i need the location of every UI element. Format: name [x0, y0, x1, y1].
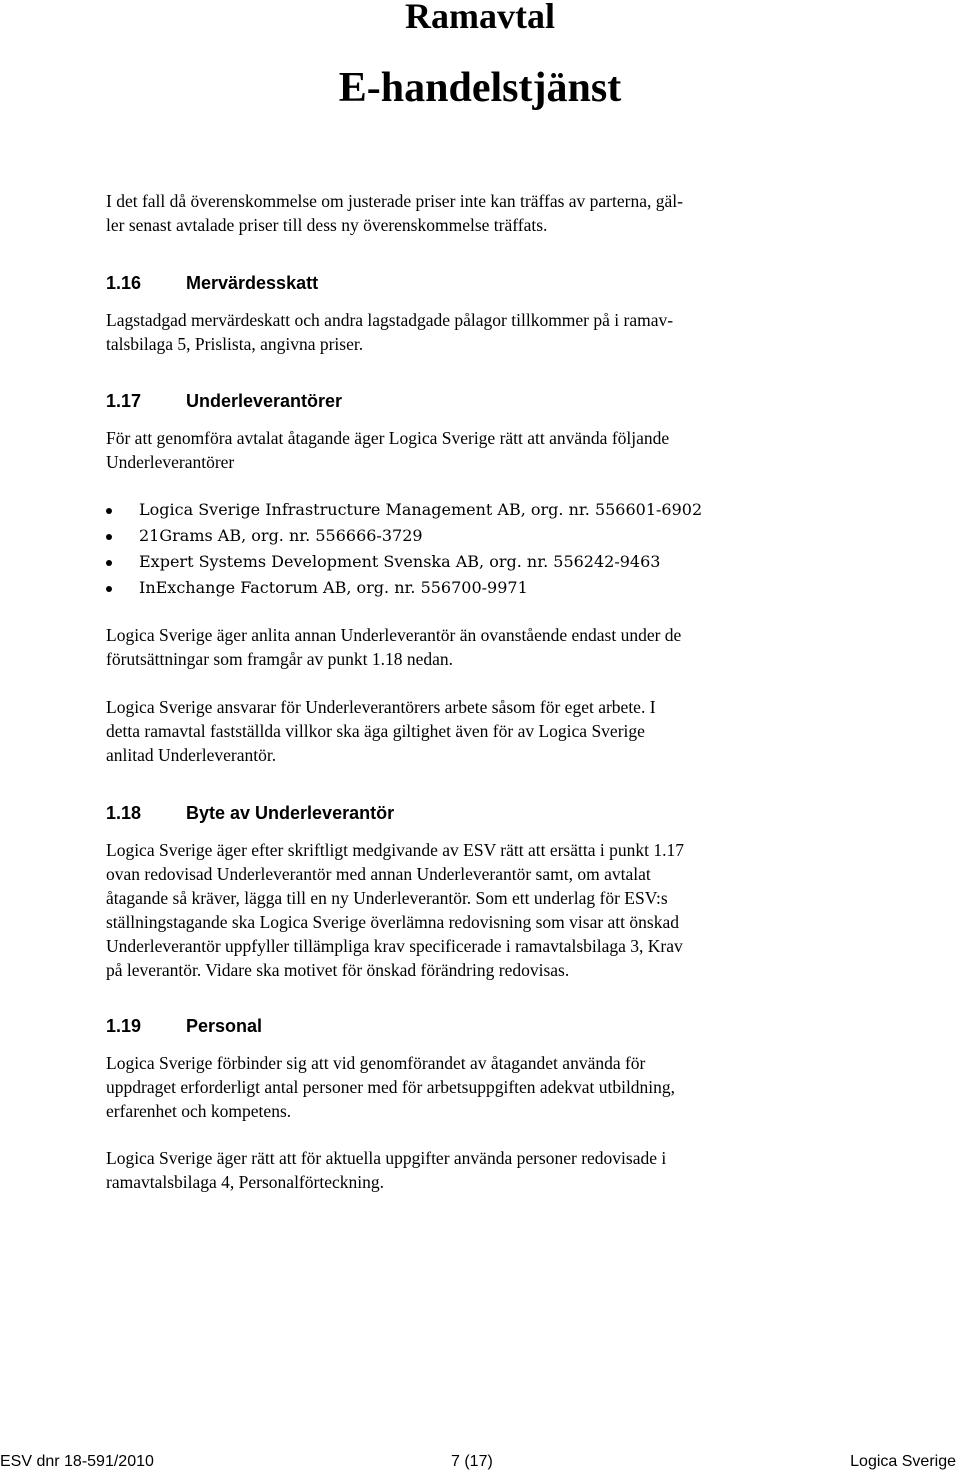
section-title: Byte av Underleverantör — [186, 803, 395, 823]
intro-line-2: ler senast avtalade priser till dess ny överenskommelse träffats. — [106, 215, 548, 235]
section-1-18-line-6: på leverantör. Vidare ska motivet för önskad förändring redovisas. — [106, 960, 570, 980]
bullet-icon — [106, 560, 112, 566]
section-title: Personal — [186, 1016, 263, 1036]
footer-page-number: 7 (17) — [451, 1453, 493, 1470]
section-1-18-line-2: ovan redovisad Underleverantör med annan Underleverantör samt, om avtalat — [106, 864, 651, 884]
list-item: 21Grams AB, org. nr. 556666-3729 — [139, 526, 423, 545]
footer-company: Logica Sverige — [850, 1453, 956, 1470]
section-number: 1.18 — [106, 803, 142, 823]
document-subtitle: E-handelstjänst — [338, 65, 622, 111]
section-1-17-para2-line-3: anlitad Underleverantör. — [106, 745, 277, 765]
section-number: 1.17 — [106, 391, 142, 411]
section-1-19-para2-line-2: ramavtalsbilaga 4, Personalförteckning. — [106, 1172, 384, 1192]
footer-reference: ESV dnr 18-591/2010 — [0, 1453, 154, 1470]
list-item: InExchange Factorum AB, org. nr. 556700-9971 — [139, 578, 528, 597]
list-item: Logica Sverige Infrastructure Management AB, org. nr. 556601-6902 — [139, 500, 703, 519]
section-1-17-para1-line-2: förutsättningar som framgår av punkt 1.18 nedan. — [106, 649, 453, 669]
section-heading-1-17 — [106, 389, 342, 413]
section-1-18-line-5: Underleverantör uppfyller tillämpliga krav specificerade i ramavtalsbilaga 3, Krav — [106, 936, 683, 956]
section-1-19-para1-line-1: Logica Sverige förbinder sig att vid genomförandet av åtagandet använda för — [106, 1053, 646, 1073]
section-1-18-line-4: ställningstagande ska Logica Sverige överlämna redovisning som visar att önskad — [106, 912, 679, 932]
section-1-16-line-2: talsbilaga 5, Prislista, angivna priser. — [106, 334, 364, 354]
section-heading-1-19 — [106, 1014, 262, 1038]
section-title: Underleverantörer — [186, 391, 343, 411]
section-heading-1-18 — [106, 801, 394, 825]
section-1-16-line-1: Lagstadgad mervärdeskatt och andra lagstadgade pålagor tillkommer på i ramav- — [106, 310, 674, 330]
section-1-19-para1-line-2: uppdraget erforderligt antal personer med för arbetsuppgiften adekvat utbildning, — [106, 1077, 676, 1097]
section-1-17-intro-line-1: För att genomföra avtalat åtagande äger Logica Sverige rätt att använda följande — [106, 428, 670, 448]
section-number: 1.19 — [106, 1016, 142, 1036]
section-1-18-line-1: Logica Sverige äger efter skriftligt medgivande av ESV rätt att ersätta i punkt 1.17 — [106, 840, 684, 860]
section-1-17-intro-line-2: Underleverantörer — [106, 452, 235, 472]
bullet-icon — [106, 586, 112, 592]
section-1-19-para2-line-1: Logica Sverige äger rätt att för aktuella uppgifter använda personer redovisade i — [106, 1148, 667, 1168]
section-1-18-line-3: åtagande så kräver, lägga till en ny Underleverantör. Som ett underlag för ESV:s — [106, 888, 668, 908]
intro-line-1: I det fall då överenskommelse om justerade priser inte kan träffas av parterna, gäl- — [106, 191, 683, 211]
section-1-17-para2-line-1: Logica Sverige ansvarar för Underleverantörers arbete såsom för eget arbete. I — [106, 697, 656, 717]
section-heading-1-16 — [106, 271, 318, 295]
section-1-17-para2-line-2: detta ramavtal fastställda villkor ska äga giltighet även för av Logica Sverige — [106, 721, 645, 741]
section-1-17-para1-line-1: Logica Sverige äger anlita annan Underleverantör än ovanstående endast under de — [106, 625, 682, 645]
bullet-icon — [106, 534, 112, 540]
section-number: 1.16 — [106, 273, 142, 293]
list-item: Expert Systems Development Svenska AB, org. nr. 556242-9463 — [139, 552, 661, 571]
section-1-19-para1-line-3: erfarenhet och kompetens. — [106, 1101, 292, 1121]
bullet-icon — [106, 508, 112, 514]
section-title: Mervärdesskatt — [186, 273, 319, 293]
document-title: Ramavtal — [405, 0, 555, 36]
